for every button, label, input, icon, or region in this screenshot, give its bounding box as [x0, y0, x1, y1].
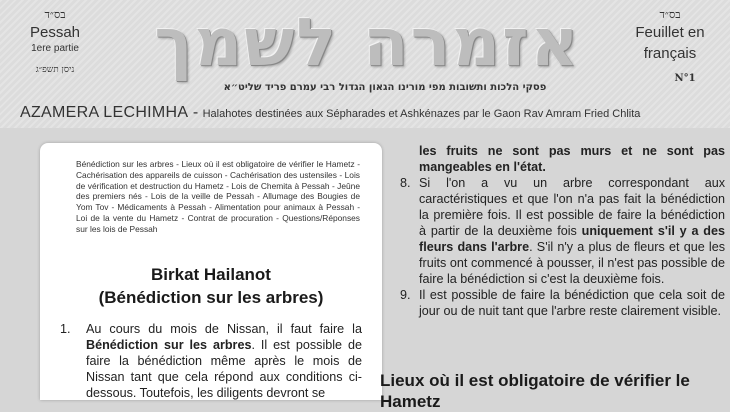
item-text [419, 175, 725, 287]
logo-hebrew: אזמרה לשמך [154, 4, 581, 81]
item-text: Il est possible de faire la bénédiction que cela soit de jour ou de nuit tant que l'arbre reste clairement visible. [419, 288, 725, 318]
topic-title: Pessah [29, 24, 81, 41]
item-text-part: Au cours du mois de Nissan, il faut faire la [86, 322, 362, 336]
bsd-right: בס״ד [659, 8, 681, 21]
header-right-corner [620, 8, 720, 84]
section-title-line-1: Birkat Hailanot [151, 265, 271, 284]
language-label-1: Feuillet en [635, 24, 705, 41]
banner-description: Halahotes destinées aux Sépharades et Ashkénazes par le Gaon Rav Amram Fried Chlita [202, 108, 641, 120]
banner [20, 104, 720, 122]
banner-separator: - [188, 104, 203, 121]
item-highlight: Bénédiction sur les arbres [86, 338, 252, 352]
item-text-part: . Il est possible de faire la bénédiction même après le mois de Nissan tant que cela répond aux conditions ci-dessous. Toutefois, les diligents devront se [86, 338, 362, 400]
left-column-box [40, 143, 382, 400]
issue-number: N°1 [674, 73, 696, 84]
right-column [400, 143, 725, 319]
section-title-line-2: (Bénédiction sur les arbres) [98, 288, 324, 307]
list-item [400, 175, 725, 287]
item-text-part: Si l'on a vu un arbre correspondant aux caractéristiques et que l'on n'a pas fait la bénédiction la première fois. Il est possible de faire la bénédiction à partir de la deuxième fois [419, 176, 725, 238]
item-number: 1. [60, 322, 71, 336]
subtitle-hebrew: פסקי הלכות ותשובות מפי מורינו הגאון הגדול רבי עמרם פריד שליט״א [223, 82, 547, 93]
section-title [40, 263, 382, 309]
next-section-heading: Lieux où il est obligatoire de vérifier le Hametz [380, 371, 690, 411]
continuation-bold: les fruits ne sont pas murs et ne sont pas mangeables en l'état. [419, 144, 725, 174]
item-highlight: uniquement s'il y a des fleurs dans l'arbre [419, 224, 725, 254]
list-item [400, 287, 725, 319]
language-label-2: français [643, 45, 697, 62]
list-item [60, 321, 362, 401]
item-number: 8. [400, 176, 411, 190]
part-label: 1ere partie [31, 43, 79, 54]
bsd-left: בס״ד [44, 8, 66, 21]
header-left-corner [10, 8, 100, 75]
item-text [86, 321, 362, 401]
item-number: 9. [400, 288, 411, 302]
item-text-part: . S'il n'y a plus de fleurs et que les fruits ont commencé à pousser, il n'est pas possible de faire la bénédiction si c'est la deuxième fois. [419, 240, 726, 286]
brand-name: AZAMERA LECHIMHA [20, 104, 189, 121]
table-of-contents: Bénédiction sur les arbres - Lieux où il est obligatoire de vérifier le Hametz -Cachérisation des appareils de cuisson - Cachérisation des ustensiles - Lois de vérification et destruction du Hametz - Lois de Chemita à Pessah - Jeûne des premiers nés - Lois de la veille de Pessah - Allumage des Bougies de Yom Tov - Médicaments à Pessah - Alimentation pour animaux à Pessah - Loi de la vente du Hametz - Contrat de procuration - Questions/Réponses sur les lois de Pessah [76, 159, 360, 234]
hebrew-date: ניסן תשפ״ג [35, 65, 75, 75]
continuation-text [400, 143, 725, 175]
